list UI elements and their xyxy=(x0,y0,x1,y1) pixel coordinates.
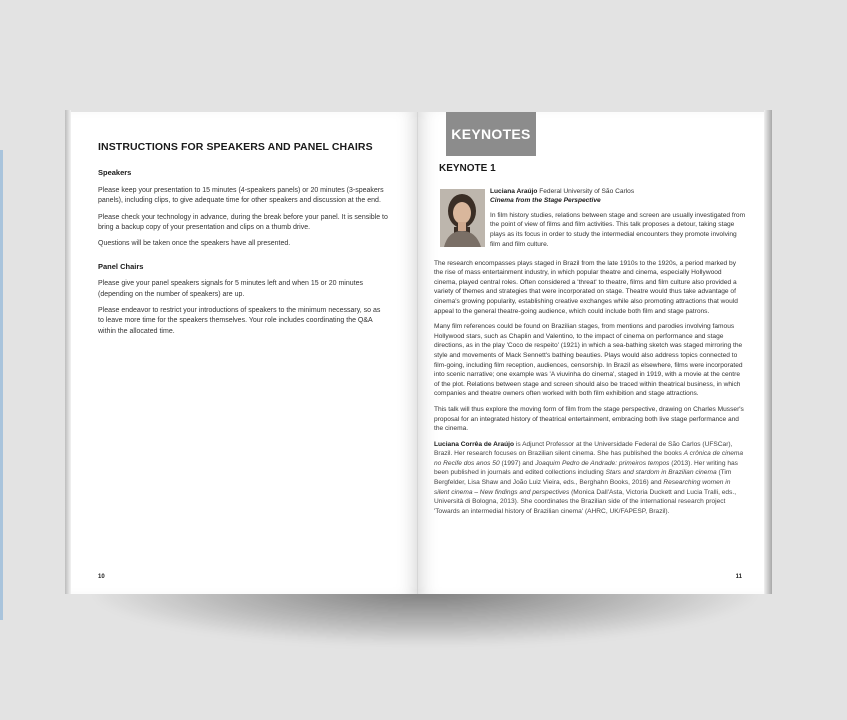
bio-text: is Adjunct Professor at the Universidade Federal de São Carlos (UFSCar), Brazil. Her research focuses on Brazilian silent cinema. She has published the books xyxy=(434,440,733,458)
portrait-illustration xyxy=(440,189,485,247)
page-number-left: 10 xyxy=(98,574,105,580)
body-paragraph: The research encompasses plays staged in Brazil from the late 1910s to the 1920s, a period marked by the rise of mass entertainment industry, in which popular theatre and cinema, especially Hollywood cinema, played central roles. Often considered a 'threat' to theatre, films and film culture also provided a variety of themes and strategies that were incorporated on stage. Theatre would thus take advantage of cinema's growing popularity, establishing creative exchanges while also promoting attractions that would appeal to the general theatre-going audience, which could include both film and stage patrons. xyxy=(434,259,738,315)
bio-text: (Monica Dall'Asta, Victoria Duckett and Lucia Tralli, eds., Università di Bologna, 2013). She coordinates the Brazilian side of the international research project 'Towards an intermedial history of Brazilian cinema' (AHRC, UK/FAPESP, Brazil). xyxy=(434,488,737,515)
bio-book-title: Joaquim Pedro de Andrade: primeiros tempos xyxy=(535,459,670,467)
speaker-name: Luciana Araújo xyxy=(490,187,538,195)
intro-paragraph: In film history studies, relations between stage and screen are usually investigated from the point of view of films and film activities. This talk proposes a detour, taking stage plays as its focus in order to study the intermedial encounters they promote involving film and film culture. xyxy=(490,211,746,248)
right-page-edge xyxy=(764,110,772,594)
panel-chairs-heading: Panel Chairs xyxy=(98,261,144,271)
book-shadow xyxy=(95,585,755,645)
bio-text: (2013). Her writing has been published in journals and edited collections including xyxy=(434,459,738,477)
speaker-bio xyxy=(434,440,746,517)
speakers-heading: Speakers xyxy=(98,168,132,178)
keynote-intro xyxy=(434,187,746,251)
chairs-paragraph: Please endeavor to restrict your introductions of speakers to the minimum necessary, so as to leave more time for the speakers themselves. Your role includes coordinating the Q&A within the allocated time. xyxy=(98,307,381,335)
bio-book-title: Stars and stardom in Brazilian cinema xyxy=(605,469,717,477)
bio-book-title: A crônica de cinema no Recife dos anos 50 xyxy=(434,450,744,467)
bio-name: Luciana Corrêa de Araújo xyxy=(434,440,515,448)
speaker-portrait xyxy=(440,189,485,247)
background-blue-edge xyxy=(0,150,3,620)
speaker-line xyxy=(490,187,746,197)
bio-text: (Tim Bergfelder, Lisa Shaw and João Luiz Vieira, eds., Berghahn Books, 2016) and xyxy=(434,469,732,487)
bio-book-title: Researching women in silent cinema – New findings and perspectives xyxy=(434,479,731,496)
keynotes-tab: KEYNOTES xyxy=(446,112,536,156)
keynote-heading: KEYNOTE 1 xyxy=(439,163,496,174)
page-number-right: 11 xyxy=(735,574,742,580)
open-booklet xyxy=(65,106,775,594)
chairs-paragraph: Please give your panel speakers signals for 5 minutes left and when 15 or 20 minutes (depending on the number of speakers) are up. xyxy=(98,280,363,298)
left-page xyxy=(71,112,417,594)
right-page-content xyxy=(434,164,746,522)
bio-text: (1997) and xyxy=(499,459,536,467)
speakers-paragraph: Questions will be taken once the speakers have all presented. xyxy=(98,240,291,248)
left-page-content xyxy=(98,142,388,343)
right-page xyxy=(418,112,764,594)
left-page-title: INSTRUCTIONS FOR SPEAKERS AND PANEL CHAIRS xyxy=(98,141,373,153)
intro-text xyxy=(490,187,746,250)
body-paragraph: Many film references could be found on Brazilian stages, from mentions and parodies involving famous Hollywood stars, such as Chaplin and Valentino, to the impact of cinema on performance and stage directions, as in the play 'Coco de respeito' (1921) in which a sea-bathing sketch was staged mirroring the style and movements of Mack Sennett's bathing beauties. Plays would also address topics connected to film-going, including film reception, audiences, censorship. In Brazil as elsewhere, films were incorporated into scenic narrative; one example was 'A viuvinha do cinema', staged in 1919, with a movie at the centre of the plot. Relations between stage and screen should also be traced within theatrical business, in which companies and theatre owners often worked with both film exhibition and stage attractions. xyxy=(434,323,743,398)
speakers-paragraph: Please check your technology in advance, during the break before your panel. It is sensible to bring a backup copy of your presentation and clips on a thumb drive. xyxy=(98,213,388,232)
speaker-affiliation: Federal University of São Carlos xyxy=(539,187,635,195)
body-paragraph: This talk will thus explore the moving form of film from the stage perspective, drawing on Charles Musser's proposal for an integrated history of theatrical entertainment, embracing both live stage performance and the cinema. xyxy=(434,405,744,433)
talk-title: Cinema from the Stage Perspective xyxy=(490,197,601,205)
speakers-paragraph: Please keep your presentation to 15 minutes (4-speakers panels) or 20 minutes (3-speakers panels), including clips, to give adequate time for other speakers and discussion at the end. xyxy=(98,186,384,205)
